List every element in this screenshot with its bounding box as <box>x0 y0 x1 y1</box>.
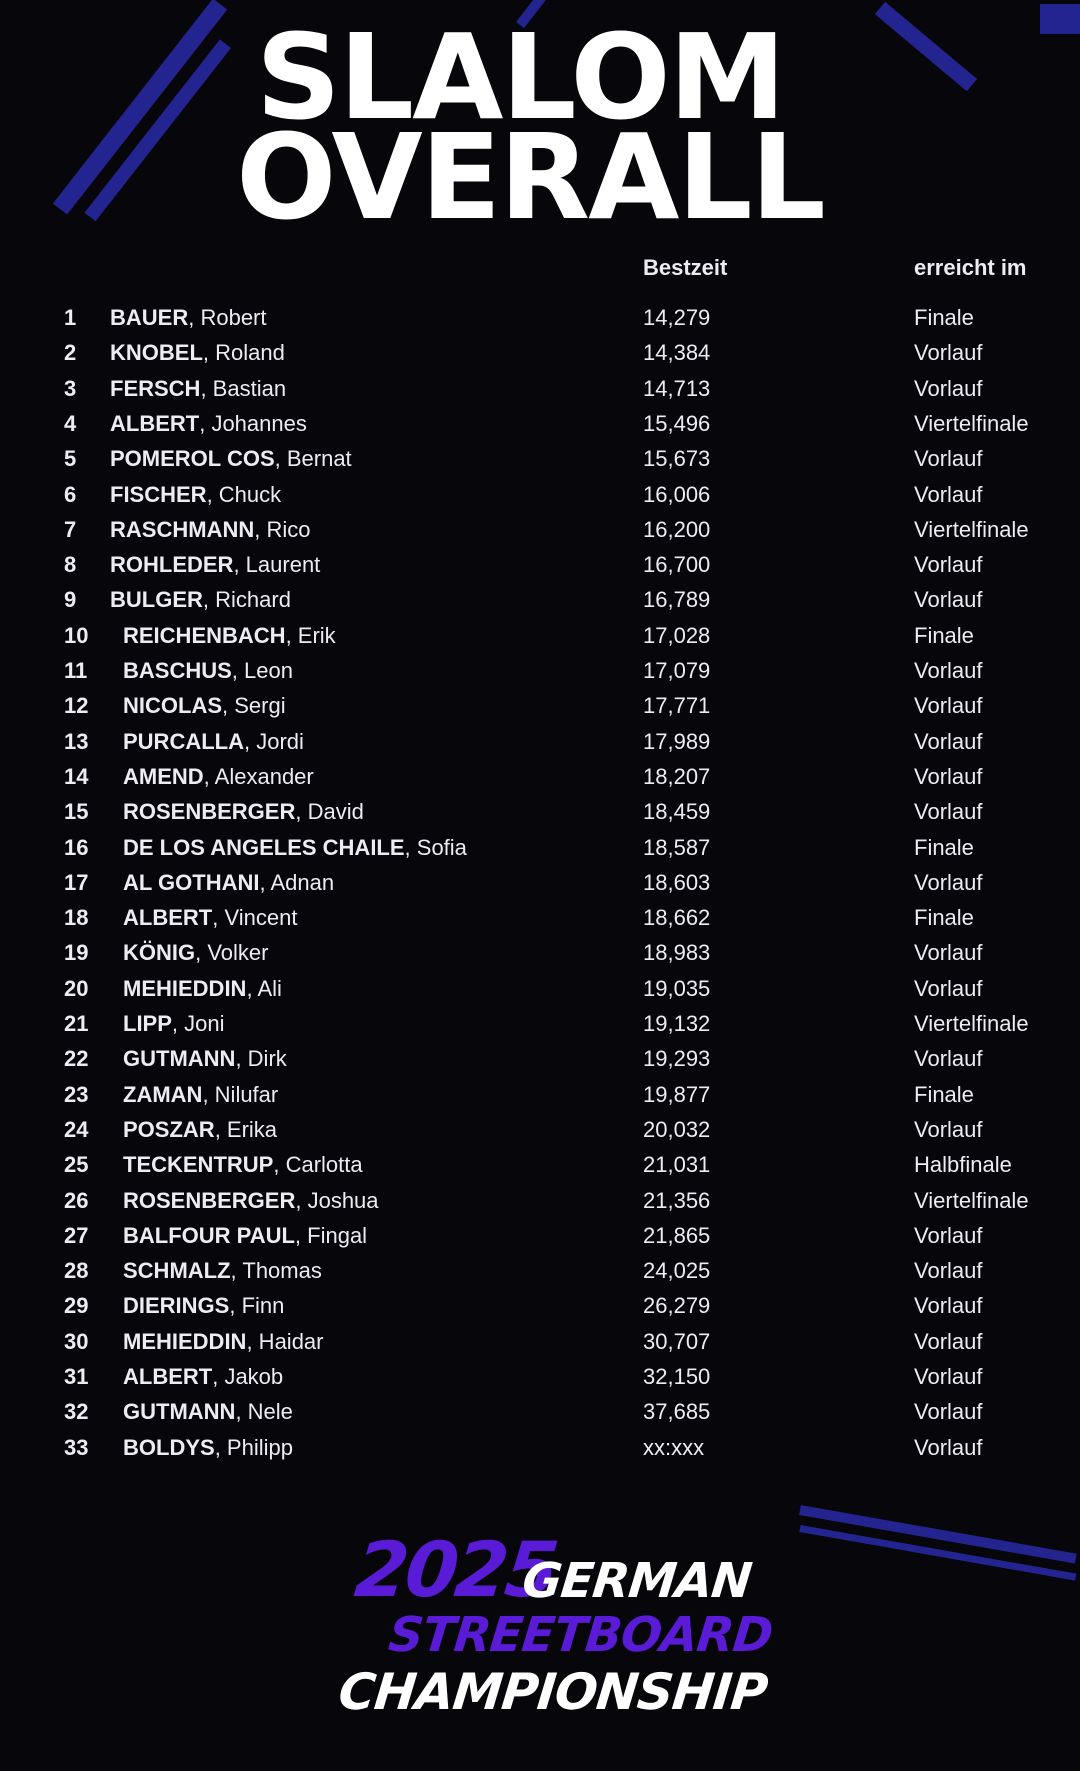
rank-number: 12 <box>64 693 89 719</box>
athlete-name <box>123 1183 379 1218</box>
athlete-name <box>123 618 336 653</box>
athlete-first-name: , David <box>295 799 364 825</box>
athlete-name <box>110 582 291 617</box>
best-time: 17,028 <box>643 622 711 648</box>
table-row <box>0 1183 1080 1218</box>
rank-number: 22 <box>64 1046 89 1072</box>
best-time: xx:xxx <box>643 1434 705 1460</box>
best-time: 18,459 <box>643 799 711 825</box>
athlete-name <box>123 1359 283 1394</box>
rank-number: 2 <box>64 340 77 366</box>
athlete-first-name: , Adnan <box>259 869 335 895</box>
table-row <box>0 830 1080 865</box>
logo-german: GERMAN <box>519 1553 754 1609</box>
reached-stage: Vorlauf <box>914 1293 983 1319</box>
best-time: 14,384 <box>643 340 711 366</box>
rank-number: 16 <box>64 834 89 860</box>
best-time: 16,006 <box>643 481 711 507</box>
athlete-name <box>110 335 285 370</box>
rank-number: 13 <box>64 728 89 754</box>
table-row <box>0 1041 1080 1076</box>
reached-stage: Vorlauf <box>914 869 983 895</box>
logo-year: 2025 <box>351 1525 561 1614</box>
logo-streetboard: STREETBOARD <box>386 1607 775 1663</box>
athlete-name <box>123 971 282 1006</box>
rank-number: 32 <box>64 1399 89 1425</box>
athlete-last-name: DIERINGS <box>123 1293 230 1319</box>
table-row <box>0 1253 1080 1288</box>
athlete-last-name: POSZAR <box>123 1116 215 1142</box>
table-row <box>0 618 1080 653</box>
athlete-first-name: , Thomas <box>230 1258 322 1284</box>
rank-number: 23 <box>64 1081 89 1107</box>
athlete-first-name: , Jordi <box>244 728 304 754</box>
best-time: 14,279 <box>643 305 711 330</box>
reached-stage: Vorlauf <box>914 940 983 966</box>
athlete-first-name: , Philipp <box>214 1434 293 1460</box>
table-row <box>0 653 1080 688</box>
best-time: 17,771 <box>643 693 711 719</box>
athlete-last-name: ZAMAN <box>123 1081 203 1107</box>
best-time: 20,032 <box>643 1116 711 1142</box>
athlete-first-name: , Joni <box>171 1011 225 1036</box>
athlete-name <box>123 830 467 865</box>
athlete-name <box>123 724 304 759</box>
table-row <box>0 1112 1080 1147</box>
athlete-name <box>123 1253 322 1288</box>
athlete-last-name: LIPP <box>123 1011 172 1036</box>
rank-number: 1 <box>64 305 77 330</box>
athlete-last-name: BASCHUS <box>123 658 232 683</box>
table-row <box>0 1359 1080 1394</box>
reached-stage: Viertelfinale <box>914 1187 1029 1213</box>
athlete-first-name: , Robert <box>188 305 267 330</box>
athlete-first-name: , Vincent <box>212 905 298 931</box>
table-row <box>0 1394 1080 1429</box>
best-time: 15,496 <box>643 410 711 436</box>
athlete-name <box>110 547 320 582</box>
athlete-name <box>110 441 352 476</box>
athlete-first-name: , Sergi <box>222 693 286 719</box>
best-time: 14,713 <box>643 375 711 401</box>
reached-stage: Vorlauf <box>914 1399 983 1425</box>
reached-stage: Vorlauf <box>914 587 983 613</box>
table-row <box>0 759 1080 794</box>
reached-stage: Finale <box>914 834 974 860</box>
best-time: 37,685 <box>643 1399 711 1425</box>
athlete-first-name: , Johannes <box>199 410 307 436</box>
athlete-first-name: , Fingal <box>294 1222 368 1248</box>
rank-number: 18 <box>64 905 89 931</box>
rank-number: 20 <box>64 975 89 1001</box>
reached-stage: Vorlauf <box>914 763 983 789</box>
athlete-last-name: ROSENBERGER <box>123 1187 296 1213</box>
table-row <box>0 441 1080 476</box>
reached-stage: Finale <box>914 905 974 931</box>
athlete-first-name: , Leon <box>231 658 293 683</box>
table-row <box>0 724 1080 759</box>
best-time: 32,150 <box>643 1364 711 1389</box>
best-time: 19,132 <box>643 1011 711 1036</box>
table-row <box>0 865 1080 900</box>
best-time: 18,662 <box>643 905 711 931</box>
championship-logo <box>329 1525 775 1725</box>
table-row <box>0 1006 1080 1041</box>
table-row <box>0 582 1080 617</box>
athlete-first-name: , Sofia <box>404 834 467 860</box>
reached-stage: Vorlauf <box>914 1046 983 1072</box>
athlete-last-name: MEHIEDDIN <box>123 1328 247 1354</box>
athlete-last-name: AMEND <box>123 763 204 789</box>
reached-stage: Vorlauf <box>914 1328 983 1354</box>
athlete-last-name: POMEROL COS <box>110 446 275 472</box>
best-time: 15,673 <box>643 446 711 472</box>
athlete-last-name: ROSENBERGER <box>123 799 296 825</box>
athlete-first-name: , Laurent <box>233 552 321 578</box>
table-row <box>0 935 1080 970</box>
best-time: 16,200 <box>643 516 711 542</box>
athlete-name <box>123 794 364 829</box>
rank-number: 14 <box>64 763 89 789</box>
athlete-first-name: , Alexander <box>203 763 314 789</box>
athlete-name <box>123 1006 225 1041</box>
rank-number: 33 <box>64 1434 89 1460</box>
reached-stage: Vorlauf <box>914 658 983 683</box>
athlete-name <box>123 1324 324 1359</box>
athlete-name <box>123 935 269 970</box>
athlete-name <box>110 406 307 441</box>
table-row <box>0 1288 1080 1323</box>
athlete-last-name: BALFOUR PAUL <box>123 1222 295 1248</box>
rank-number: 31 <box>64 1364 89 1389</box>
table-row <box>0 477 1080 512</box>
best-time: 18,983 <box>643 940 711 966</box>
best-time: 18,603 <box>643 869 711 895</box>
table-row <box>0 1430 1080 1465</box>
reached-stage: Vorlauf <box>914 1434 983 1460</box>
title-line-2: OVERALL <box>236 108 824 246</box>
athlete-last-name: FERSCH <box>110 375 201 401</box>
athlete-last-name: ALBERT <box>110 410 200 436</box>
best-time: 21,356 <box>643 1187 711 1213</box>
rank-number: 15 <box>64 799 89 825</box>
athlete-last-name: SCHMALZ <box>123 1258 231 1284</box>
reached-stage: Finale <box>914 1081 974 1107</box>
best-time: 21,031 <box>643 1152 711 1178</box>
rank-number: 3 <box>64 375 77 401</box>
rank-number: 19 <box>64 940 89 966</box>
rank-number: 6 <box>64 481 77 507</box>
rank-number: 26 <box>64 1187 89 1213</box>
best-time: 19,035 <box>643 975 711 1001</box>
athlete-first-name: , Chuck <box>206 481 282 507</box>
reached-stage: Vorlauf <box>914 1222 983 1248</box>
reached-stage: Viertelfinale <box>914 410 1029 436</box>
athlete-last-name: ROHLEDER <box>110 552 234 578</box>
rank-number: 5 <box>64 446 77 472</box>
athlete-first-name: , Dirk <box>235 1046 287 1072</box>
rank-number: 17 <box>64 869 89 895</box>
athlete-first-name: , Haidar <box>246 1328 324 1354</box>
athlete-name <box>123 688 286 723</box>
athlete-name <box>123 1147 363 1182</box>
reached-stage: Vorlauf <box>914 799 983 825</box>
rank-number: 11 <box>64 658 88 683</box>
athlete-last-name: AL GOTHANI <box>123 869 260 895</box>
table-row <box>0 1077 1080 1112</box>
athlete-name <box>110 477 281 512</box>
best-time: 26,279 <box>643 1293 711 1319</box>
reached-stage: Vorlauf <box>914 975 983 1001</box>
athlete-first-name: , Jakob <box>212 1364 284 1389</box>
best-time: 16,700 <box>643 552 711 578</box>
reached-stage: Viertelfinale <box>914 1011 1029 1036</box>
rank-number: 7 <box>64 516 77 542</box>
reached-stage: Vorlauf <box>914 1364 983 1389</box>
athlete-name <box>123 653 293 688</box>
rank-number: 8 <box>64 552 77 578</box>
rank-number: 21 <box>64 1011 89 1036</box>
athlete-name <box>123 1394 293 1429</box>
best-time: 18,587 <box>643 834 711 860</box>
athlete-first-name: , Ali <box>246 975 282 1001</box>
athlete-last-name: BULGER <box>110 587 203 613</box>
athlete-first-name: , Joshua <box>295 1187 379 1213</box>
athlete-last-name: MEHIEDDIN <box>123 975 247 1001</box>
header-reached-in: erreicht im <box>914 255 1027 280</box>
reached-stage: Vorlauf <box>914 446 983 472</box>
reached-stage: Finale <box>914 305 974 330</box>
logo-championship: CHAMPIONSHIP <box>335 1663 770 1721</box>
best-time: 19,293 <box>643 1046 711 1072</box>
athlete-last-name: RASCHMANN <box>110 516 255 542</box>
athlete-first-name: , Bastian <box>200 375 287 401</box>
table-row <box>0 512 1080 547</box>
athlete-last-name: REICHENBACH <box>123 622 286 648</box>
athlete-last-name: KÖNIG <box>123 940 196 966</box>
athlete-last-name: NICOLAS <box>123 693 222 719</box>
rank-number: 25 <box>64 1152 89 1178</box>
reached-stage: Halbfinale <box>914 1152 1012 1178</box>
best-time: 19,877 <box>643 1081 711 1107</box>
best-time: 21,865 <box>643 1222 711 1248</box>
best-time: 30,707 <box>643 1328 711 1354</box>
athlete-first-name: , Nilufar <box>202 1081 279 1107</box>
table-row <box>0 794 1080 829</box>
rank-number: 9 <box>64 587 77 613</box>
athlete-name <box>123 1077 278 1112</box>
reached-stage: Finale <box>914 622 974 648</box>
athlete-name <box>110 371 286 406</box>
athlete-last-name: PURCALLA <box>123 728 244 754</box>
athlete-first-name: , Erik <box>285 622 336 648</box>
reached-stage: Viertelfinale <box>914 516 1029 542</box>
table-row <box>0 300 1080 335</box>
rank-number: 30 <box>64 1328 89 1354</box>
table-row <box>0 1147 1080 1182</box>
reached-stage: Vorlauf <box>914 1116 983 1142</box>
athlete-last-name: ALBERT <box>123 1364 213 1389</box>
athlete-name <box>110 512 310 547</box>
reached-stage: Vorlauf <box>914 728 983 754</box>
athlete-first-name: , Carlotta <box>273 1152 363 1178</box>
table-row <box>0 971 1080 1006</box>
rank-number: 4 <box>64 410 77 436</box>
athlete-name <box>123 759 314 794</box>
rank-number: 10 <box>64 622 89 648</box>
best-time: 18,207 <box>643 763 711 789</box>
athlete-name <box>123 900 297 935</box>
table-row <box>0 1324 1080 1359</box>
title-line-1: SLALOM <box>255 8 785 146</box>
athlete-name <box>123 1041 287 1076</box>
athlete-last-name: KNOBEL <box>110 340 203 366</box>
rank-number: 27 <box>64 1222 89 1248</box>
athlete-first-name: , Richard <box>202 587 291 613</box>
athlete-first-name: , Roland <box>202 340 285 366</box>
athlete-last-name: BAUER <box>110 305 189 330</box>
best-time: 16,789 <box>643 587 711 613</box>
athlete-last-name: ALBERT <box>123 905 213 931</box>
athlete-last-name: FISCHER <box>110 481 207 507</box>
athlete-last-name: BOLDYS <box>123 1434 215 1460</box>
athlete-first-name: , Volker <box>195 940 269 966</box>
reached-stage: Vorlauf <box>914 375 983 401</box>
table-row <box>0 1218 1080 1253</box>
reached-stage: Vorlauf <box>914 693 983 719</box>
rank-number: 24 <box>64 1116 89 1142</box>
athlete-last-name: GUTMANN <box>123 1399 236 1425</box>
table-row <box>0 335 1080 370</box>
athlete-first-name: , Rico <box>254 516 311 542</box>
athlete-first-name: , Erika <box>214 1116 278 1142</box>
athlete-name <box>123 1430 293 1465</box>
best-time: 17,079 <box>643 658 711 683</box>
header-best-time: Bestzeit <box>643 255 728 280</box>
athlete-first-name: , Finn <box>229 1293 285 1319</box>
athlete-name <box>123 1218 367 1253</box>
athlete-first-name: , Nele <box>235 1399 293 1425</box>
rank-number: 29 <box>64 1293 89 1319</box>
athlete-name <box>110 300 267 335</box>
table-row <box>0 900 1080 935</box>
reached-stage: Vorlauf <box>914 481 983 507</box>
athlete-name <box>123 1112 277 1147</box>
table-row <box>0 406 1080 441</box>
athlete-first-name: , Bernat <box>274 446 352 472</box>
athlete-last-name: GUTMANN <box>123 1046 236 1072</box>
best-time: 24,025 <box>643 1258 711 1284</box>
table-row <box>0 688 1080 723</box>
reached-stage: Vorlauf <box>914 340 983 366</box>
reached-stage: Vorlauf <box>914 552 983 578</box>
athlete-last-name: TECKENTRUP <box>123 1152 274 1178</box>
table-row <box>0 547 1080 582</box>
best-time: 17,989 <box>643 728 711 754</box>
reached-stage: Vorlauf <box>914 1258 983 1284</box>
athlete-name <box>123 1288 284 1323</box>
athlete-name <box>123 865 334 900</box>
table-row <box>0 371 1080 406</box>
athlete-last-name: DE LOS ANGELES CHAILE <box>123 834 405 860</box>
rank-number: 28 <box>64 1258 89 1284</box>
